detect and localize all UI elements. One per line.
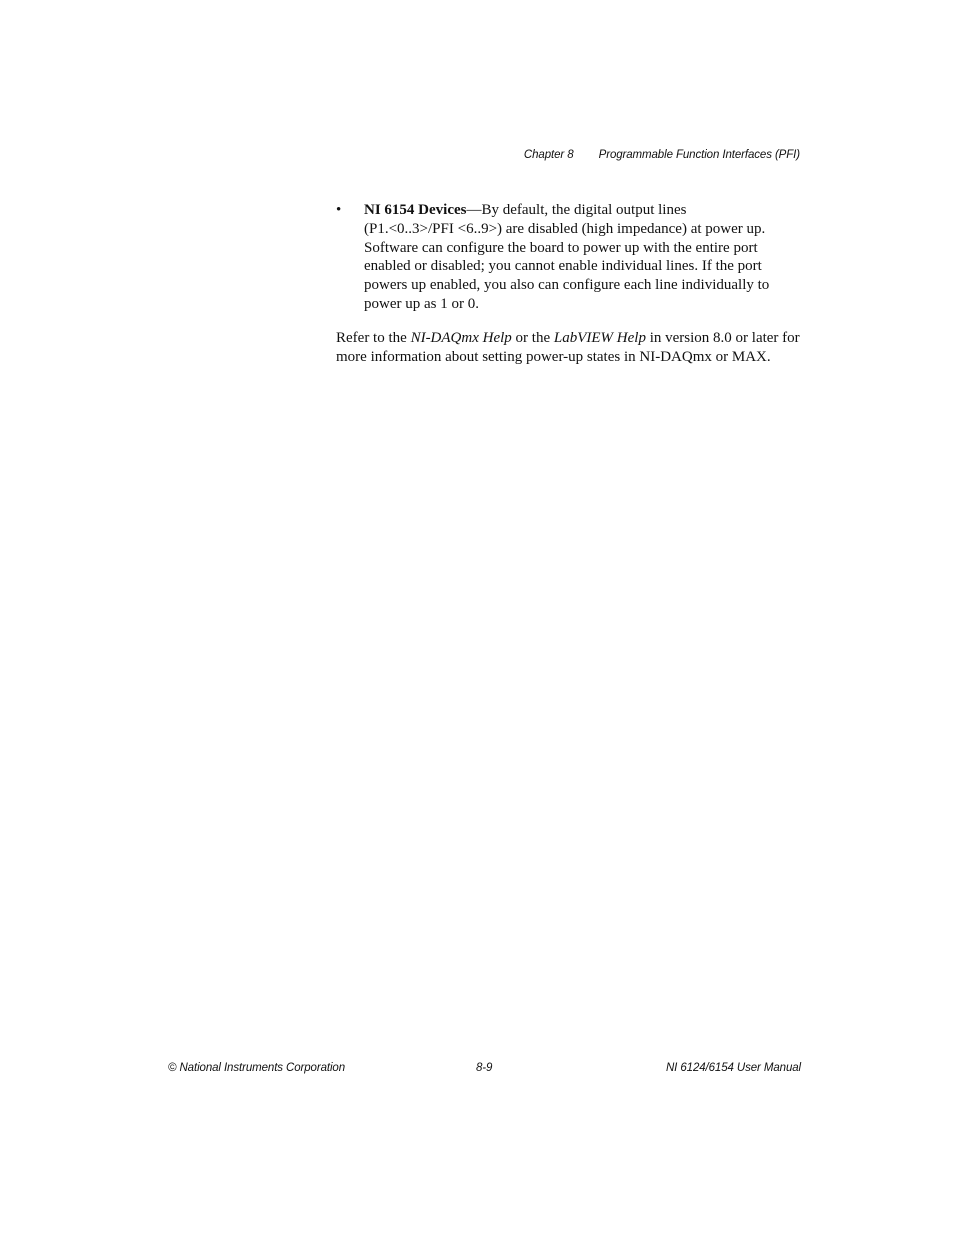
para-middle: or the bbox=[511, 330, 554, 346]
bullet-term: NI 6154 Devices bbox=[364, 202, 467, 218]
section-title: Programmable Function Interfaces (PFI) bbox=[598, 149, 800, 161]
bullet-text bbox=[364, 201, 800, 314]
footer-page-number: 8-9 bbox=[476, 1062, 493, 1074]
bullet-mark: • bbox=[336, 202, 342, 218]
running-header bbox=[524, 149, 800, 161]
para-before: Refer to the bbox=[336, 330, 411, 346]
chapter-label: Chapter 8 bbox=[523, 149, 574, 161]
bullet-text-line1: —By default, the digital output lines bbox=[466, 202, 687, 218]
ref-ni-daqmx-help: NI-DAQmx Help bbox=[410, 330, 512, 346]
bullet-text-rest: (P1.<0..3>/PFI <6..9>) are disabled (high impedance) at power up. Software can configure the board to power up with the entire port enabled or disabled; you cannot enable individual lines. If the port powers up enabled, you also can configure each line individually to power up as 1 or 0. bbox=[364, 220, 770, 312]
bullet-item-ni6154 bbox=[336, 201, 800, 314]
para-after: in version 8.0 or later for more information about setting power-up states in NI-DAQmx or MAX. bbox=[336, 330, 800, 365]
page-footer bbox=[168, 1062, 801, 1078]
ref-labview-help: LabVIEW Help bbox=[553, 330, 646, 346]
footer-manual-title: NI 6124/6154 User Manual bbox=[665, 1062, 801, 1074]
footer-copyright: © National Instruments Corporation bbox=[168, 1062, 346, 1074]
reference-paragraph bbox=[336, 329, 806, 367]
